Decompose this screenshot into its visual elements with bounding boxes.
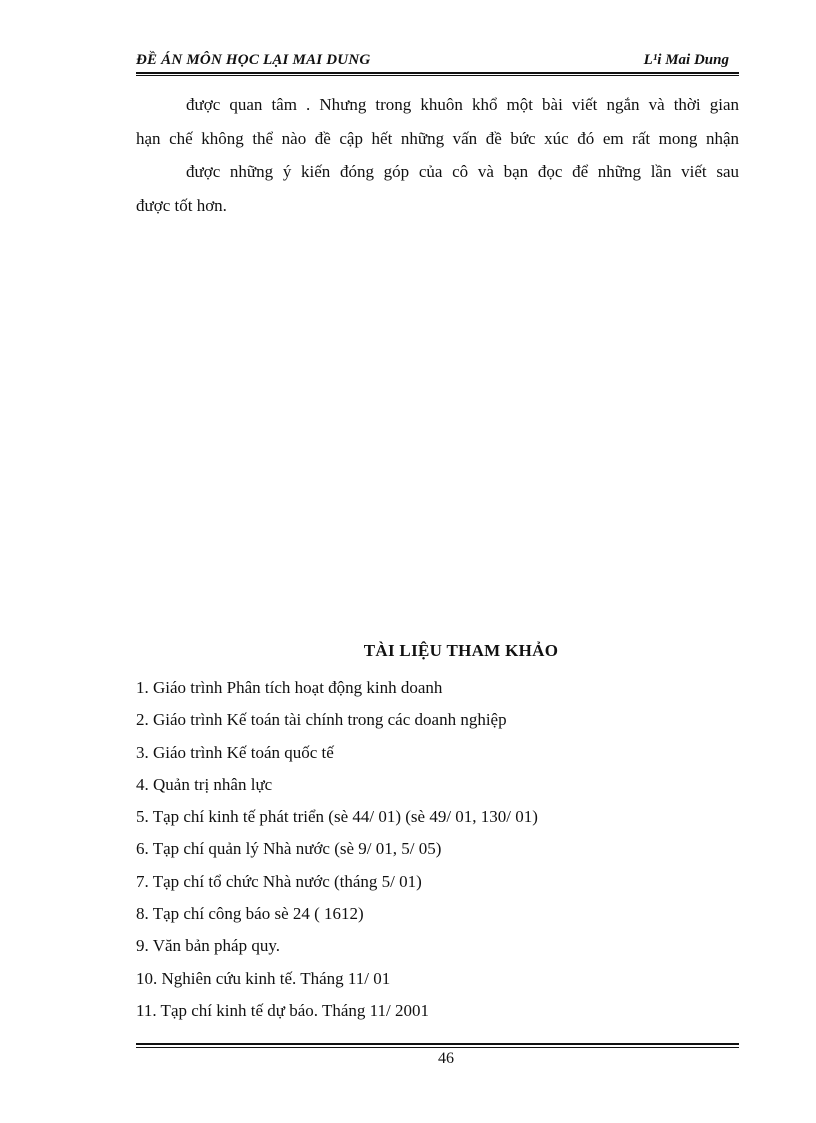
reference-item: 2. Giáo trình Kế toán tài chính trong các doanh nghiệp: [136, 710, 507, 730]
header-rule: [136, 72, 739, 74]
references-list: [136, 672, 756, 1027]
reference-item: 6. Tạp chí quản lý Nhà nước (sè 9/ 01, 5/ 05): [136, 839, 442, 859]
reference-item: 10. Nghiên cứu kinh tế. Tháng 11/ 01: [136, 968, 391, 988]
reference-item: 1. Giáo trình Phân tích hoạt động kinh doanh: [136, 678, 443, 697]
reference-item: 7. Tạp chí tổ chức Nhà nước (tháng 5/ 01): [136, 871, 422, 891]
header-rule-thin: [136, 75, 739, 76]
header-author: L¹i Mai Dung: [643, 52, 729, 68]
reference-item: 9. Văn bản pháp quy.: [136, 936, 281, 956]
reference-item: 3. Giáo trình Kế toán quốc tế: [136, 742, 334, 762]
page-header: [136, 52, 739, 74]
reference-item: 5. Tạp chí kinh tế phát triển (sè 44/ 01) (sè 49/ 01, 130/ 01): [136, 807, 538, 827]
footer-rule-thin: [136, 1047, 739, 1048]
page-number: 46: [438, 1050, 454, 1067]
paragraph-line: hạn chế không thể nào đề cập hết những vấn đề bức xúc đó em rất mong nhận: [136, 128, 739, 148]
body-text: [136, 88, 739, 222]
paragraph-line: được những ý kiến đóng góp của cô và bạn đọc để những lần viết sau: [186, 162, 739, 181]
header-title: ĐỀ ÁN MÔN HỌC LẠI MAI DUNG: [136, 52, 371, 68]
reference-item: 11. Tạp chí kinh tế dự báo. Tháng 11/ 2001: [136, 1000, 429, 1020]
footer-rule: [136, 1043, 739, 1045]
paragraph-line: được tốt hơn.: [136, 195, 227, 215]
paragraph-line: được quan tâm . Nhưng trong khuôn khổ một bài viết ngắn và thời gian: [186, 95, 739, 114]
references-title: TÀI LIỆU THAM KHẢO: [363, 641, 559, 660]
reference-item: 8. Tạp chí công báo sè 24 ( 1612): [136, 904, 364, 924]
reference-item: 4. Quản trị nhân lực: [136, 774, 273, 794]
